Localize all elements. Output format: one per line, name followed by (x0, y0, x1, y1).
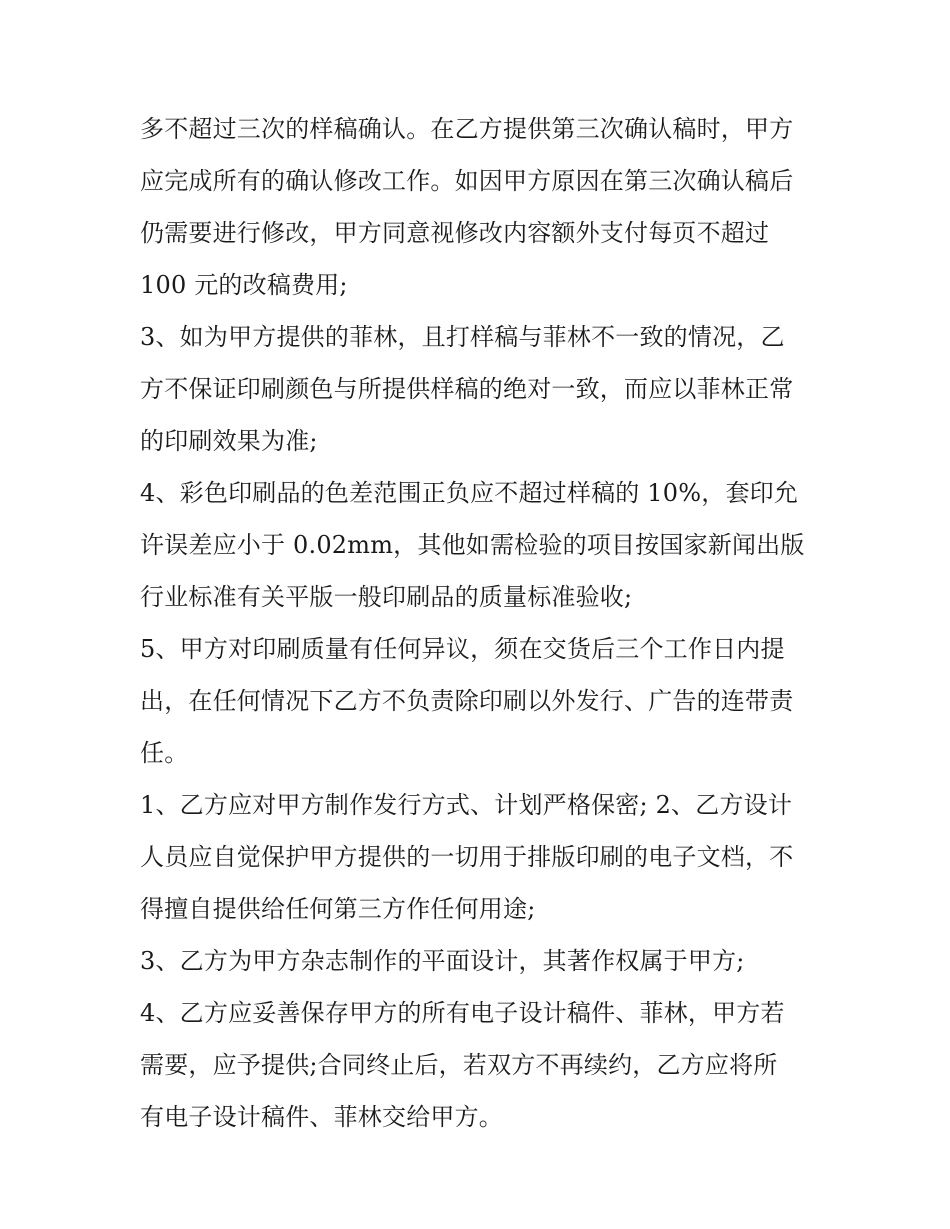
text-line: 行业标准有关平版一般印刷品的质量标准验收; (140, 583, 633, 611)
text-line: 方不保证印刷颜色与所提供样稿的绝对一致，而应以菲林正常 (140, 375, 794, 403)
text-line: 出，在任何情况下乙方不负责除印刷以外发行、广告的连带责 (140, 687, 794, 715)
text-line: 应完成所有的确认修改工作。如因甲方原因在第三次确认稿后 (140, 167, 794, 195)
text-line: 100 元的改稿费用; (140, 271, 348, 299)
text-line: 4、乙方应妥善保存甲方的所有电子设计稿件、菲林，甲方若 (140, 999, 785, 1027)
document-body (140, 103, 820, 1143)
text-line: 的印刷效果为准; (140, 427, 318, 455)
text-line: 多不超过三次的样稿确认。在乙方提供第三次确认稿时，甲方 (140, 115, 794, 143)
text-line: 4、彩色印刷品的色差范围正负应不超过样稿的 10%，套印允 (140, 479, 799, 507)
text-line: 许误差应小于 0.02mm，其他如需检验的项目按国家新闻出版 (140, 531, 805, 559)
text-line: 仍需要进行修改，甲方同意视修改内容额外支付每页不超过 (140, 219, 770, 247)
text-line: 人员应自觉保护甲方提供的一切用于排版印刷的电子文档，不 (140, 843, 794, 871)
text-line: 5、甲方对印刷质量有任何异议，须在交货后三个工作日内提 (140, 635, 785, 663)
text-line: 3、如为甲方提供的菲林，且打样稿与菲林不一致的情况，乙 (140, 323, 785, 351)
text-line: 3、乙方为甲方杂志制作的平面设计，其著作权属于甲方; (140, 947, 745, 975)
text-line: 任。 (140, 739, 189, 767)
text-line: 得擅自提供给任何第三方作任何用途; (140, 895, 536, 923)
text-line: 有电子设计稿件、菲林交给甲方。 (140, 1103, 503, 1131)
text-line: 需要，应予提供;合同终止后，若双方不再续约，乙方应将所 (140, 1051, 778, 1079)
text-line: 1、乙方应对甲方制作发行方式、计划严格保密; 2、乙方设计 (140, 791, 793, 819)
